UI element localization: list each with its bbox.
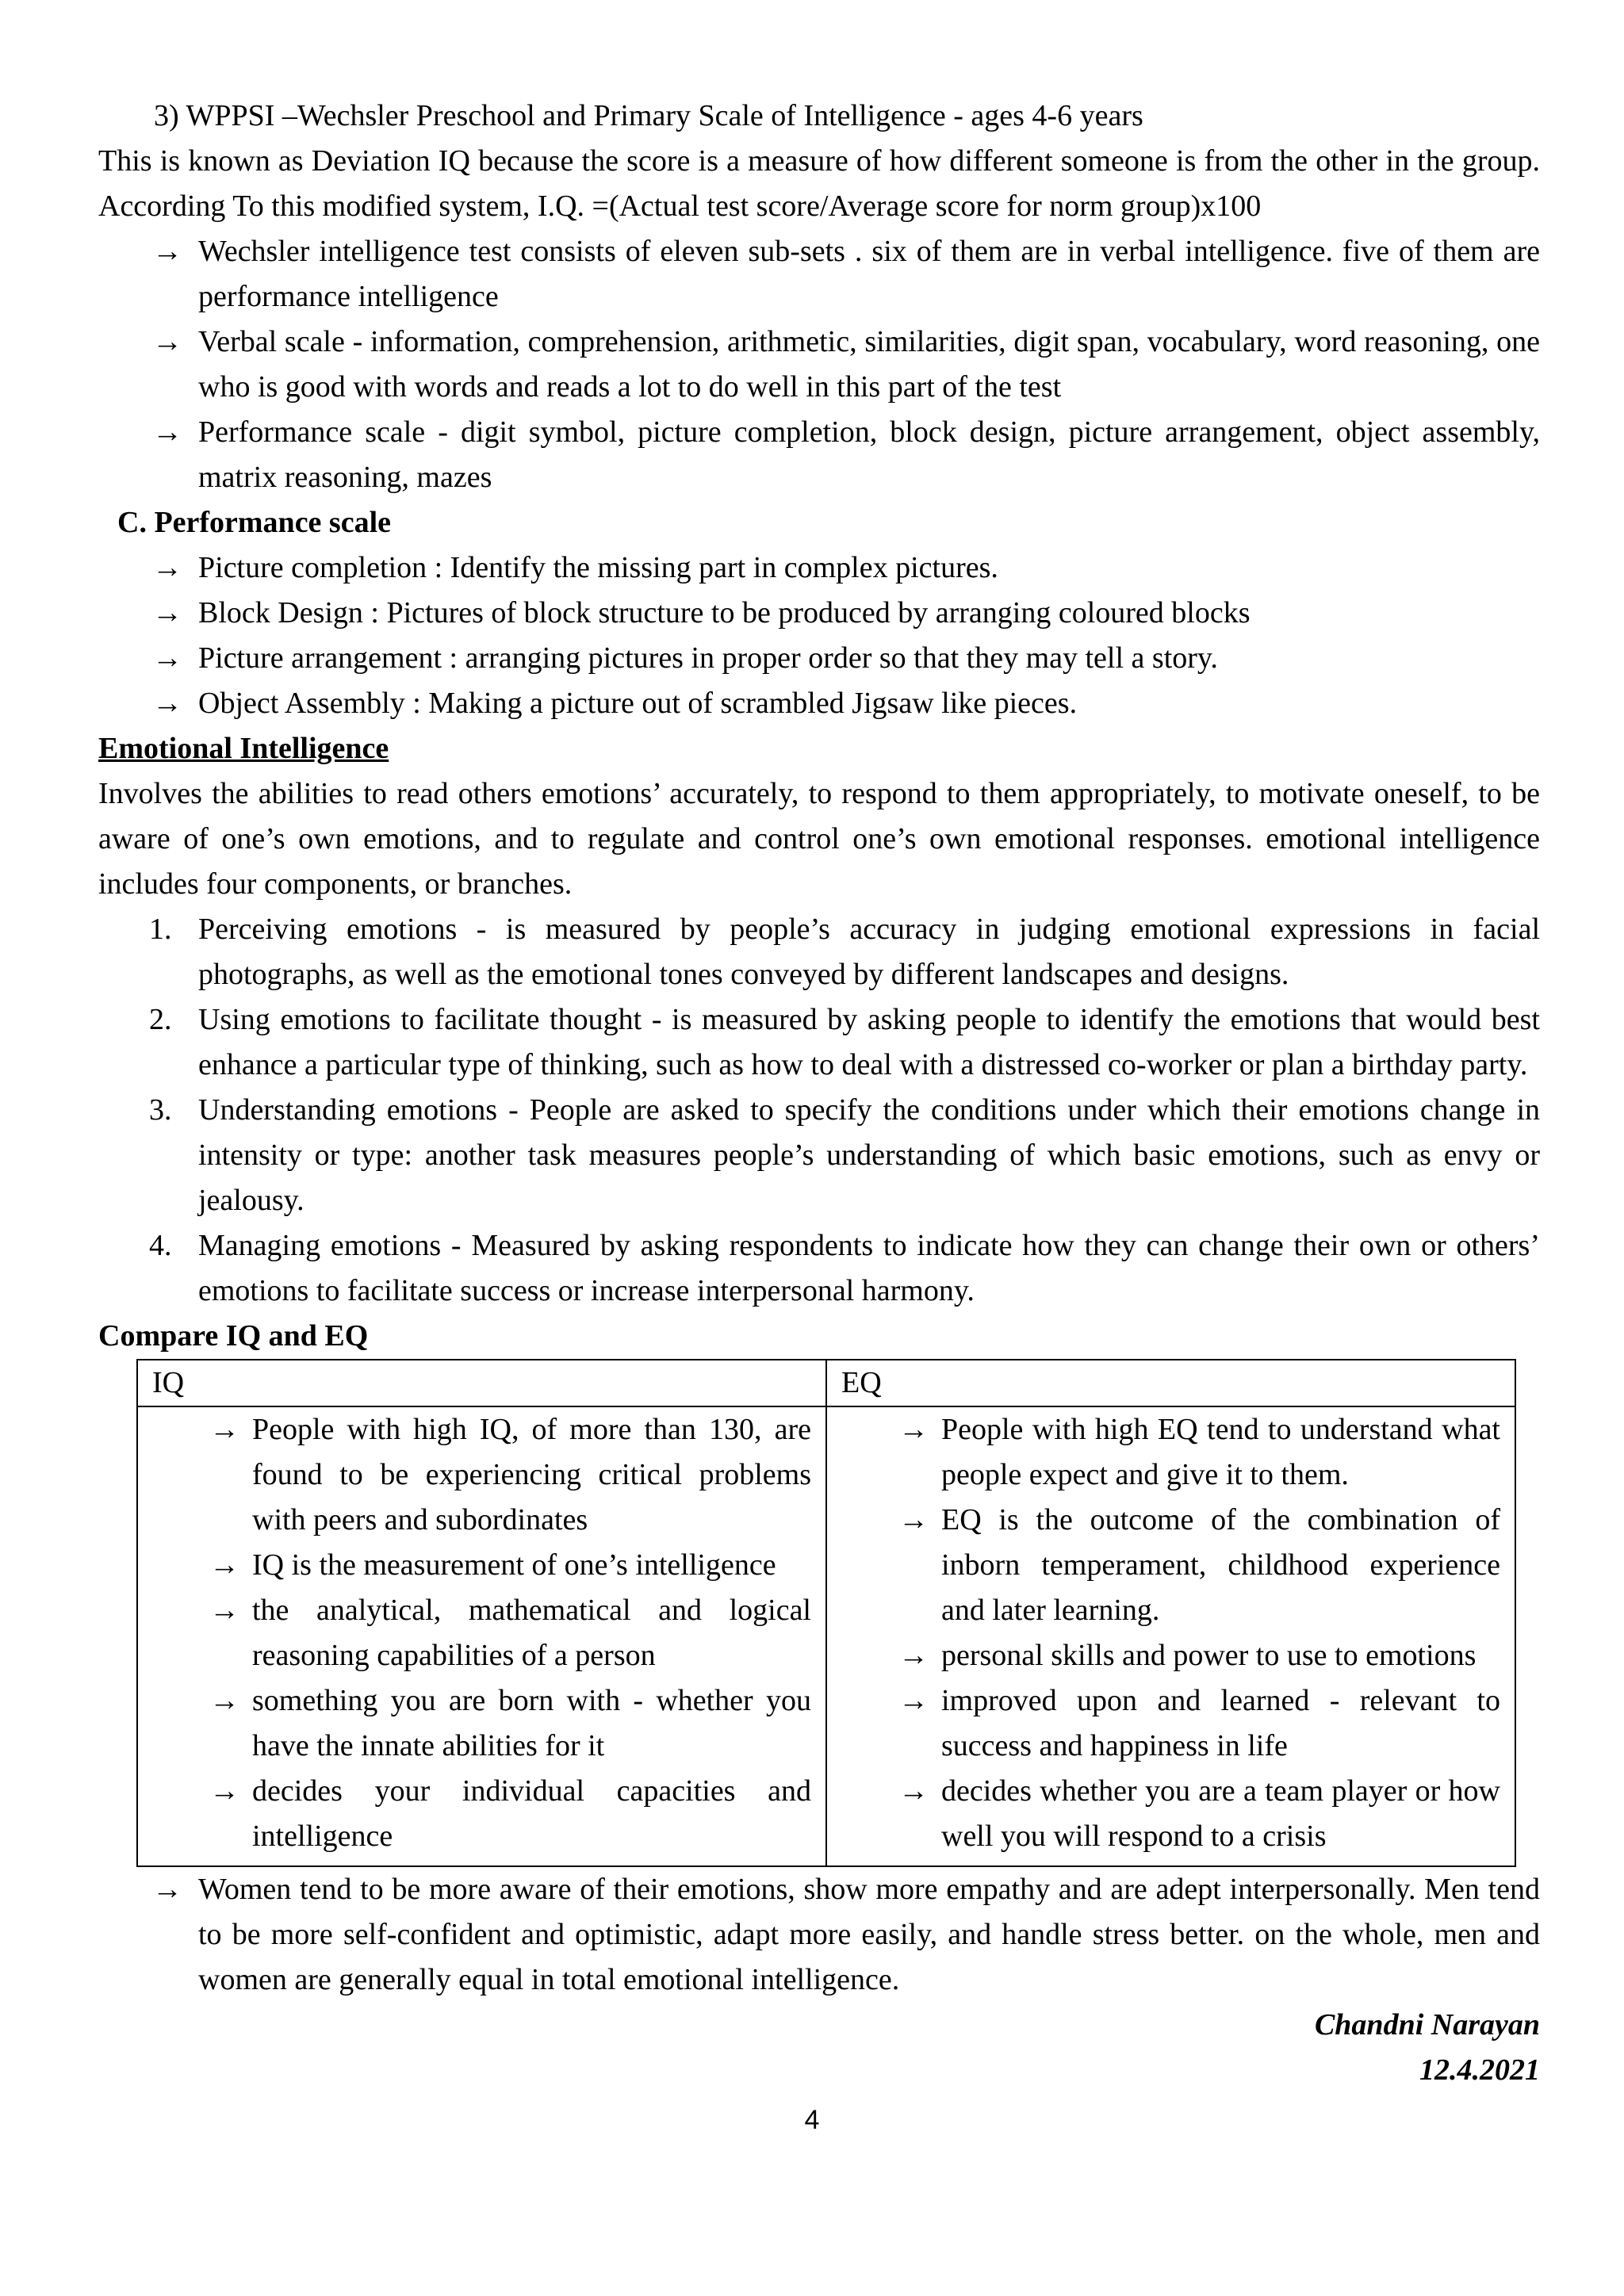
arrow-icon: →	[898, 1774, 929, 1808]
wechsler-point: → Performance scale - digit symbol, picture completion, block design, picture arrangement, object assembly, matrix reasoning, mazes	[98, 410, 1540, 500]
arrow-icon: →	[152, 235, 182, 268]
gender-point: → Women tend to be more aware of their emotions, show more empathy and are adept interpersonally. Men tend to be more self-confident and optimistic, adapt more easily, and handle stress better. on the whole, men and women are generally equal in total emotional intelligence.	[98, 1867, 1540, 2003]
performance-point: → Picture completion : Identify the missing part in complex pictures.	[98, 545, 1540, 591]
wechsler-point: → Wechsler intelligence test consists of eleven sub-sets . six of them are in verbal intelligence. five of them are performance intelligence	[98, 229, 1540, 320]
document-date: 12.4.2021	[1419, 2053, 1540, 2087]
arrow-icon: →	[898, 1503, 929, 1536]
arrow-icon: →	[898, 1413, 929, 1446]
arrow-icon: →	[898, 1684, 929, 1717]
eq-point: → improved upon and learned - relevant to success and happiness in life	[841, 1678, 1500, 1769]
ei-branch-item: 1. Perceiving emotions - is measured by people’s accuracy in judging emotional expressions in facial photographs, as well as the emotional tones conveyed by different landscapes and designs.	[98, 907, 1540, 997]
eq-point: → People with high EQ tend to understand what people expect and give it to them.	[841, 1407, 1500, 1498]
branch-number: 2.	[149, 1003, 172, 1036]
arrow-icon: →	[152, 325, 182, 358]
document-page	[98, 94, 1540, 2093]
branch-number: 1.	[149, 913, 172, 946]
eq-cell	[826, 1406, 1515, 1866]
arrow-icon: →	[209, 1684, 239, 1717]
arrow-icon: →	[898, 1639, 929, 1672]
ei-branch-list	[98, 907, 1540, 1314]
table-row	[137, 1406, 1515, 1866]
arrow-icon: →	[209, 1413, 239, 1446]
deviation-iq-paragraph: This is known as Deviation IQ because the score is a measure of how different someone is from the other in the group. According To this modified system, I.Q. =(Actual test score/Average score for norm group)x100	[98, 144, 1540, 223]
emotional-intelligence-heading: Emotional Intelligence	[98, 732, 389, 765]
iq-column-header: IQ	[137, 1360, 826, 1406]
performance-point-list	[98, 545, 1540, 726]
eq-column-header: EQ	[826, 1360, 1515, 1406]
arrow-icon: →	[152, 641, 182, 675]
gender-point-list	[98, 1867, 1540, 2003]
iq-point: → something you are born with - whether you have the innate abilities for it	[152, 1678, 811, 1769]
arrow-icon: →	[209, 1548, 239, 1582]
ei-branch-item: 4. Managing emotions - Measured by asking respondents to indicate how they can change their own or others’ emotions to facilitate success or increase interpersonal harmony.	[98, 1223, 1540, 1314]
arrow-icon: →	[152, 415, 182, 449]
branch-number: 3.	[149, 1093, 172, 1127]
wechsler-point: → Verbal scale - information, comprehension, arithmetic, similarities, digit span, vocabulary, word reasoning, one who is good with words and reads a lot to do well in this part of the test	[98, 320, 1540, 410]
wechsler-point-list	[98, 229, 1540, 500]
arrow-icon: →	[152, 687, 182, 720]
arrow-icon: →	[152, 551, 182, 584]
iq-cell	[137, 1406, 826, 1866]
iq-eq-comparison-table	[136, 1359, 1516, 1867]
table-header-row	[137, 1360, 1515, 1406]
iq-point: → People with high IQ, of more than 130, are found to be experiencing critical problems with peers and subordinates	[152, 1407, 811, 1543]
compare-heading: Compare IQ and EQ	[98, 1319, 369, 1353]
eq-point: → decides whether you are a team player or how well you will respond to a crisis	[841, 1769, 1500, 1859]
arrow-icon: →	[209, 1774, 239, 1808]
iq-point-list	[152, 1407, 811, 1859]
wppsi-heading: 3) WPPSI –Wechsler Preschool and Primary Scale of Intelligence - ages 4-6 years	[154, 99, 1143, 132]
arrow-icon: →	[209, 1594, 239, 1627]
ei-branch-item: 3. Understanding emotions - People are asked to specify the conditions under which their emotions change in intensity or type: another task measures people’s understanding of which basic emotions, such as envy or jealousy.	[98, 1088, 1540, 1223]
iq-point: → IQ is the measurement of one’s intelligence	[152, 1543, 811, 1588]
page-number: 4	[804, 2105, 820, 2135]
author-name: Chandni Narayan	[1314, 2008, 1540, 2042]
performance-point: → Picture arrangement : arranging pictures in proper order so that they may tell a story.	[98, 636, 1540, 681]
branch-number: 4.	[149, 1229, 172, 1262]
eq-point-list	[841, 1407, 1500, 1859]
performance-point: → Object Assembly : Making a picture out of scrambled Jigsaw like pieces.	[98, 681, 1540, 726]
iq-point: → the analytical, mathematical and logical reasoning capabilities of a person	[152, 1588, 811, 1678]
performance-scale-heading: C. Performance scale	[117, 506, 392, 539]
iq-point: → decides your individual capacities and intelligence	[152, 1769, 811, 1859]
performance-point: → Block Design : Pictures of block structure to be produced by arranging coloured blocks	[98, 591, 1540, 636]
arrow-icon: →	[152, 596, 182, 629]
emotional-intelligence-paragraph: Involves the abilities to read others emotions’ accurately, to respond to them appropriately, to motivate oneself, to be aware of one’s own emotions, and to regulate and control one’s own emotional responses. emotional intelligence includes four components, or branches.	[98, 777, 1540, 901]
eq-point: → EQ is the outcome of the combination of inborn temperament, childhood experience and later learning.	[841, 1498, 1500, 1633]
arrow-icon: →	[152, 1873, 182, 1906]
eq-point: → personal skills and power to use to emotions	[841, 1633, 1500, 1678]
ei-branch-item: 2. Using emotions to facilitate thought - is measured by asking people to identify the emotions that would best enhance a particular type of thinking, such as how to deal with a distressed co-worker or plan a birthday party.	[98, 997, 1540, 1088]
